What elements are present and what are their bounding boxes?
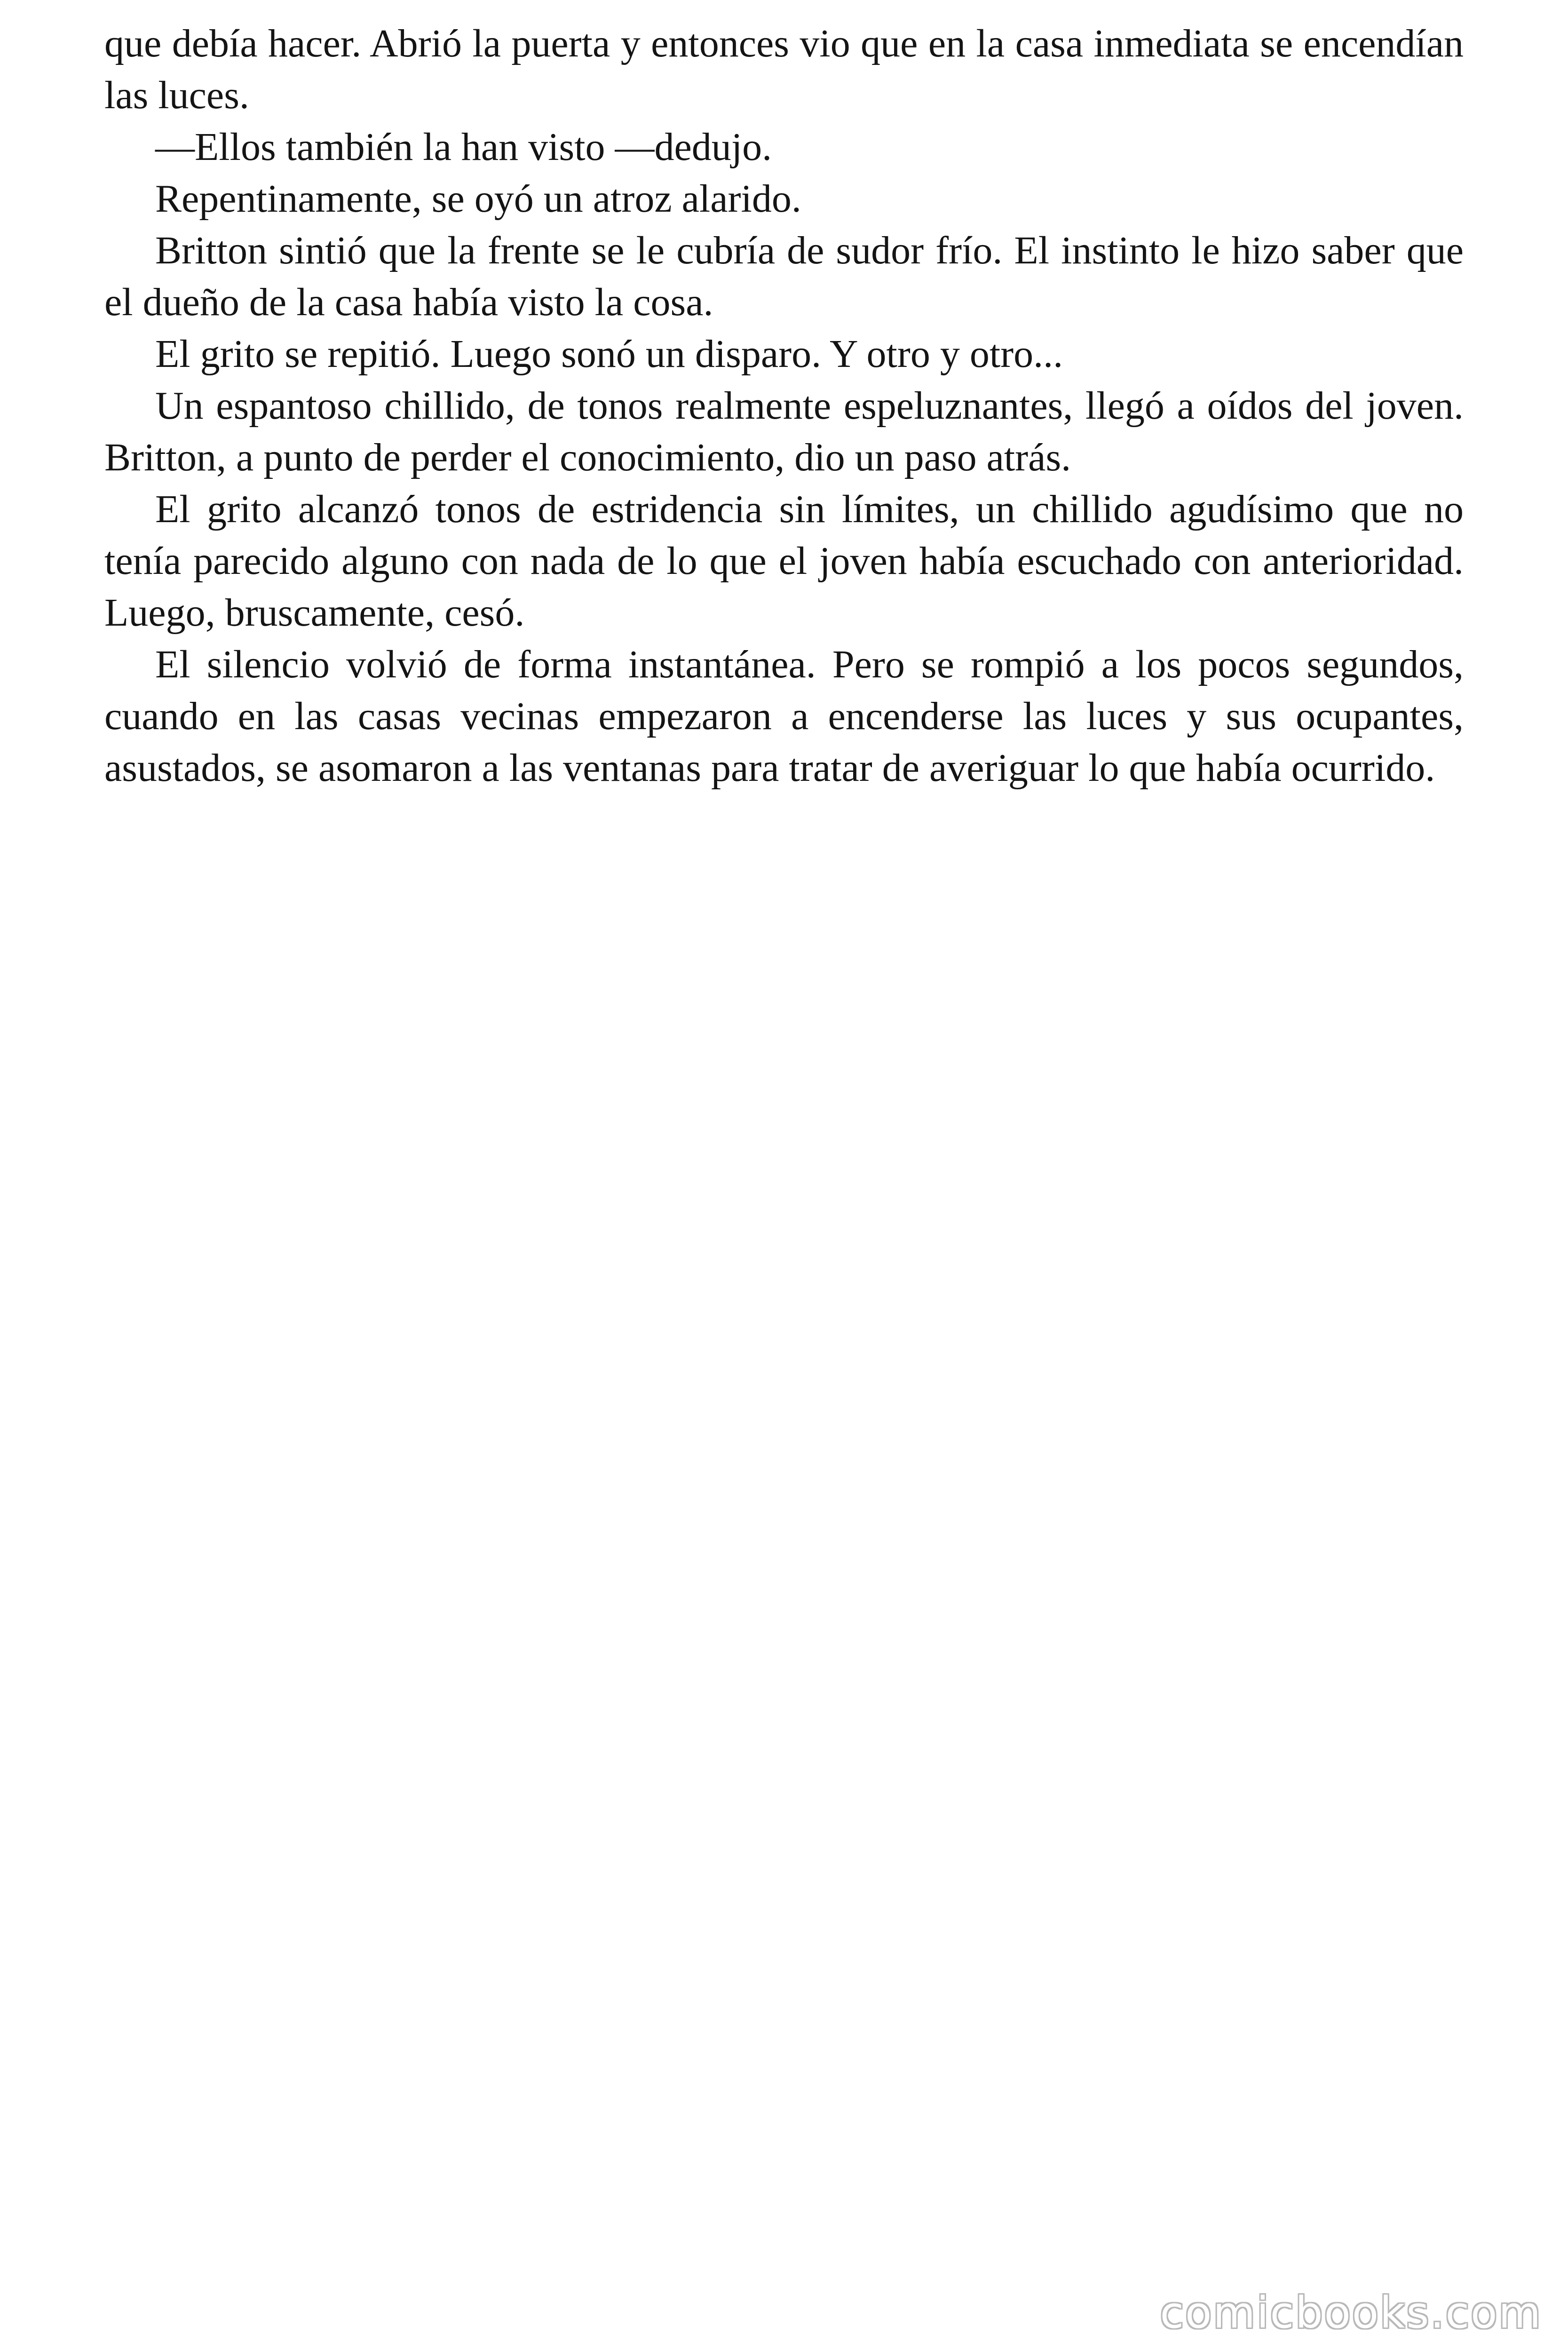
paragraph-7: El grito alcanzó tonos de estridencia sin límites, un chillido agudísimo que no tenía parecido alguno con nada de lo que el joven había escuchado con anterioridad. Luego, bruscamente, cesó. bbox=[104, 487, 1464, 635]
paragraph-5: El grito se repitió. Luego sonó un disparo. Y otro y otro... bbox=[155, 332, 1063, 376]
watermark: comicbooks.com bbox=[1160, 2288, 1542, 2338]
paragraph-3: Repentinamente, se oyó un atroz alarido. bbox=[155, 177, 801, 221]
paragraph-8: El silencio volvió de forma instantánea. Pero se rompió a los pocos segundos, cuando en las casas vecinas empezaron a encenderse las luces y sus ocupantes, asustados, se asomaron a las ventanas para tratar de averiguar lo que había ocurrido. bbox=[104, 643, 1464, 790]
page-body bbox=[104, 18, 1464, 794]
paragraph-4: Britton sintió que la frente se le cubría de sudor frío. El instinto le hizo saber que el dueño de la casa había visto la cosa. bbox=[104, 229, 1464, 324]
paragraph-1: que debía hacer. Abrió la puerta y entonces vio que en la casa inmediata se encendían las luces. bbox=[104, 22, 1464, 117]
paragraph-6: Un espantoso chillido, de tonos realmente espeluznantes, llegó a oídos del joven. Britton, a punto de perder el conocimiento, dio un paso atrás. bbox=[104, 384, 1464, 479]
paragraph-2: —Ellos también la han visto —dedujo. bbox=[155, 125, 772, 169]
